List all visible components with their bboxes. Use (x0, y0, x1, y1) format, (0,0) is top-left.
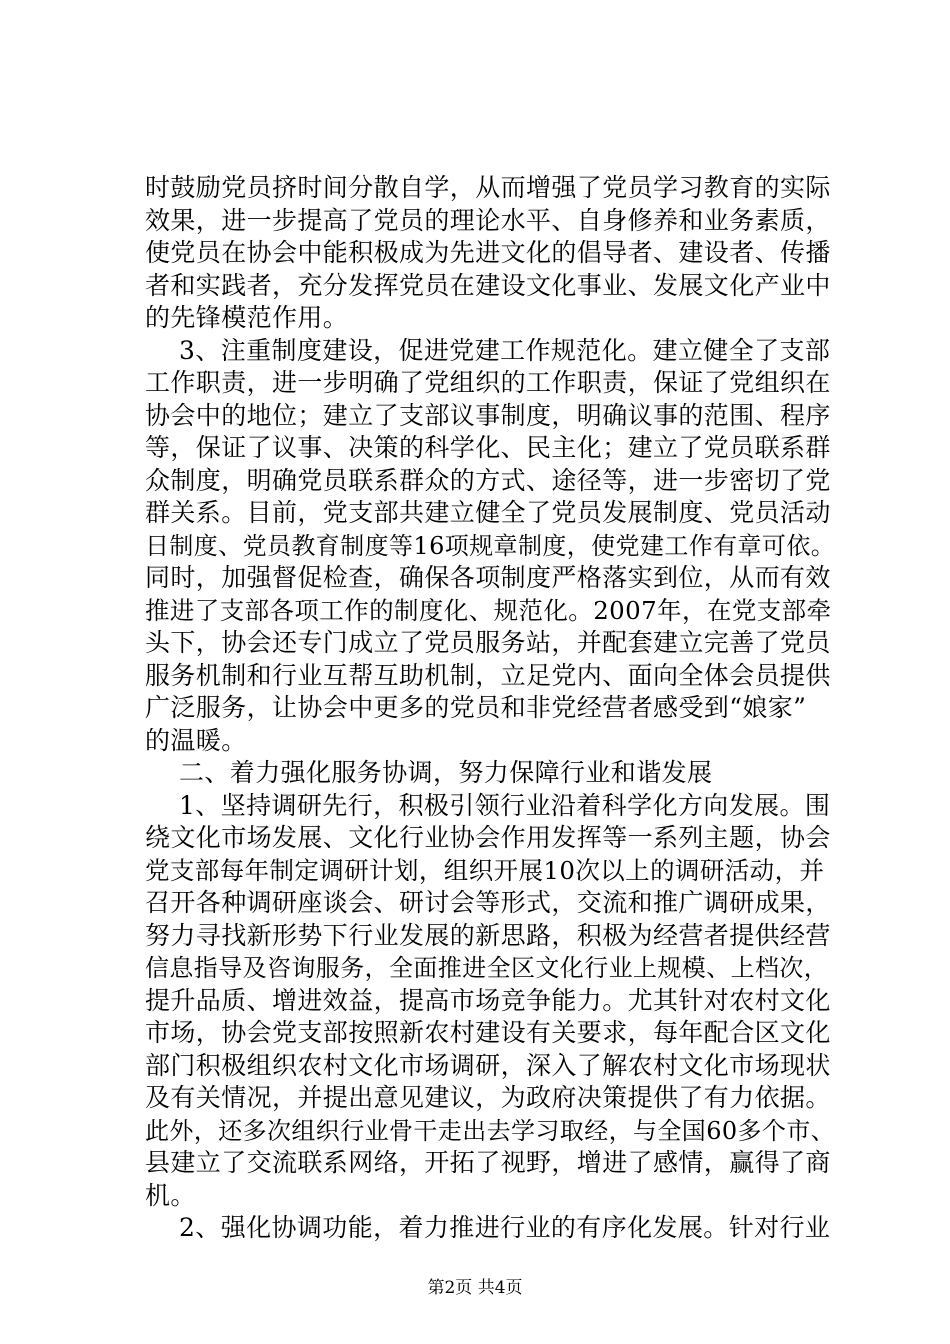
text-line: 工作职责，进一步明确了党组织的工作职责，保证了党组织在 (145, 368, 831, 397)
text-line: 的温暖。 (145, 725, 247, 755)
text-line: 广泛服务，让协会中更多的党员和非党经营者感受到“娘家” (145, 693, 807, 722)
text-line: 头下，协会还专门成立了党员服务站，并配套建立完善了党员 (145, 628, 831, 657)
text-line: 推进了支部各项工作的制度化、规范化。2007年，在党支部牵 (145, 595, 832, 625)
text-line: 协会中的地位；建立了支部议事制度，明确议事的范围、程序 (145, 400, 831, 430)
text-line: 的先锋模范作用。 (145, 303, 349, 332)
text-line: 部门积极组织农村文化市场调研，深入了解农村文化市场现状 (145, 1050, 831, 1080)
text-line: 信息指导及咨询服务，全面推进全区文化行业上规模、上档次， (145, 954, 829, 982)
text-line: 提升品质、增进效益，提高市场竞争能力。尤其针对农村文化 (145, 985, 831, 1015)
text-line: 3、注重制度建设，促进党建工作规范化。建立健全了支部 (179, 335, 831, 365)
section-heading: 二、着力强化服务协调，努力保障行业和谐发展 (179, 758, 713, 787)
text-line: 1、坚持调研先行，积极引领行业沿着科学化方向发展。围 (179, 790, 831, 820)
text-line: 县建立了交流联系网络，开拓了视野，增进了感情，赢得了商 (145, 1148, 831, 1177)
text-line: 日制度、党员教育制度等16项规章制度，使党建工作有章可依。 (145, 531, 836, 560)
text-line: 市场，协会党支部按照新农村建设有关要求，每年配合区文化 (145, 1018, 831, 1047)
text-line: 服务机制和行业互帮互助机制，立足党内、面向全体会员提供 (145, 660, 831, 690)
text-line: 时鼓励党员挤时间分散自学，从而增强了党员学习教育的实际 (145, 173, 831, 202)
text-line: 绕文化市场发展、文化行业协会作用发挥等一系列主题，协会 (145, 823, 831, 852)
page-footer: 第2页 共4页 (427, 1278, 523, 1298)
text-line: 2、强化协调功能，着力推进行业的有序化发展。针对行业 (179, 1213, 831, 1242)
document-body (145, 172, 835, 1245)
text-line: 努力寻找新形势下行业发展的新思路，积极为经营者提供经营 (145, 920, 831, 950)
text-line: 群关系。目前，党支部共建立健全了党员发展制度、党员活动 (145, 498, 831, 527)
text-line: 效果，进一步提高了党员的理论水平、自身修养和业务素质， (145, 205, 831, 235)
text-line: 召开各种调研座谈会、研讨会等形式，交流和推广调研成果， (145, 888, 831, 917)
text-line: 同时，加强督促检查，确保各项制度严格落实到位，从而有效 (145, 563, 831, 592)
text-line: 及有关情况，并提出意见建议，为政府决策提供了有力依据。 (145, 1083, 831, 1112)
text-line: 此外，还多次组织行业骨干走出去学习取经，与全国60多个市、 (145, 1116, 836, 1145)
text-line: 众制度，明确党员联系群众的方式、途径等，进一步密切了党 (145, 465, 831, 495)
text-line: 者和实践者，充分发挥党员在建设文化事业、发展文化产业中 (145, 270, 831, 300)
text-line: 党支部每年制定调研计划，组织开展10次以上的调研活动，并 (145, 855, 825, 885)
text-line: 等，保证了议事、决策的科学化、民主化；建立了党员联系群 (145, 433, 831, 462)
text-line: 使党员在协会中能积极成为先进文化的倡导者、建设者、传播 (145, 238, 831, 267)
text-line: 机。 (145, 1180, 196, 1210)
